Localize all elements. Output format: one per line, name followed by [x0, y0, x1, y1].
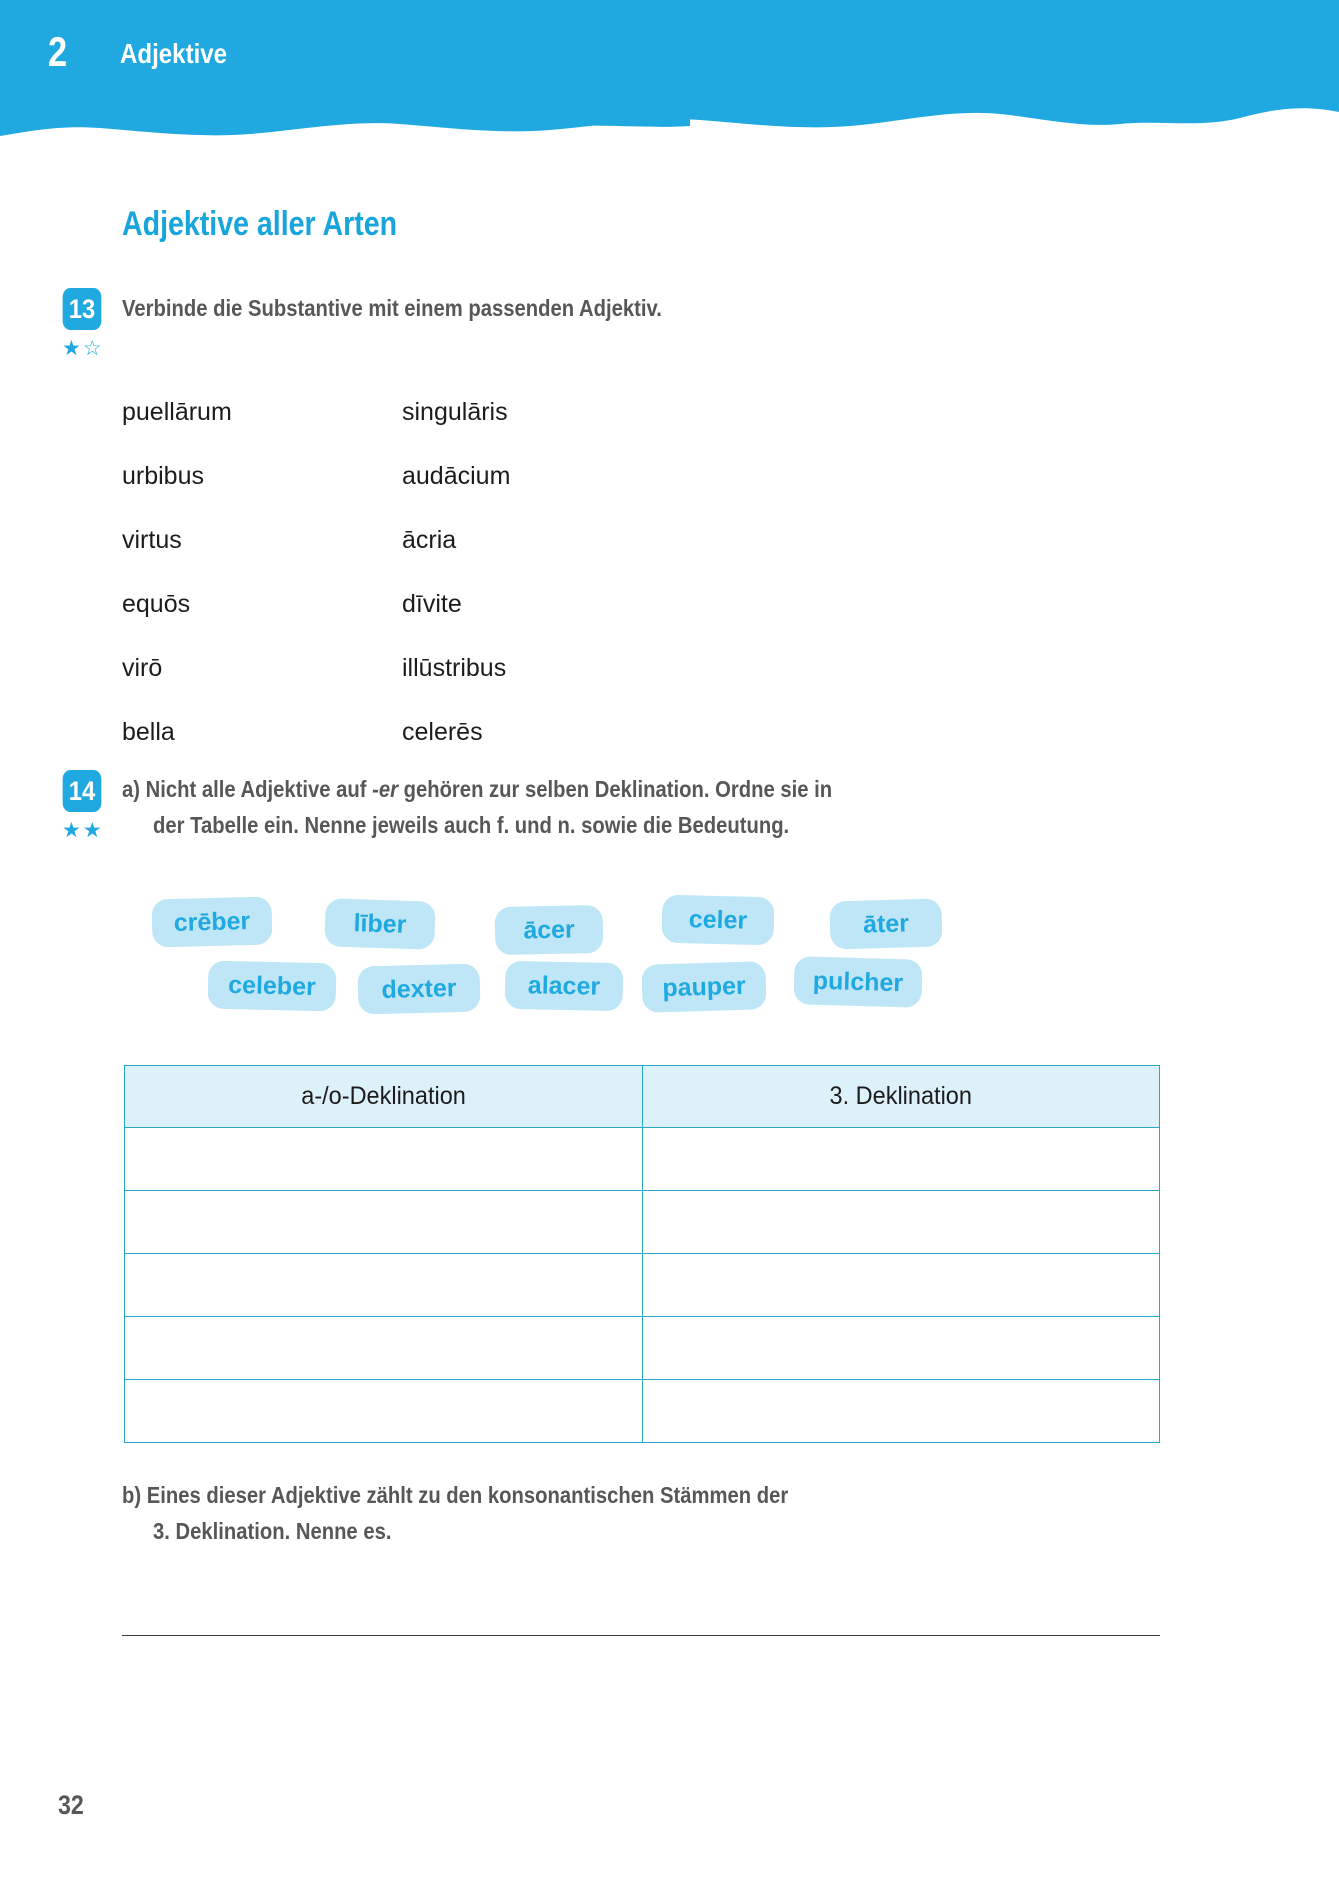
- adjective-word[interactable]: dīvite: [402, 589, 462, 618]
- word-pair-row: [122, 444, 722, 508]
- declension-table: [124, 1065, 1160, 1443]
- table-row: [125, 1128, 1160, 1191]
- exercise-14a-instruction-line2: der Tabelle ein. Nenne jeweils auch f. und n. sowie die Bedeutung.: [153, 812, 790, 838]
- header-band: [0, 0, 1339, 150]
- page-number: 32: [58, 1790, 84, 1820]
- exercise-14a-instruction-line1: [122, 772, 832, 807]
- section-title: Adjektive aller Arten: [122, 205, 398, 243]
- noun-word[interactable]: virō: [122, 653, 163, 682]
- chapter-number: 2: [48, 28, 67, 75]
- word-pair-row: [122, 380, 722, 444]
- answer-cell[interactable]: [125, 1380, 643, 1443]
- answer-cell[interactable]: [125, 1254, 643, 1317]
- exercise-14b-instruction-line2: 3. Deklination. Nenne es.: [153, 1518, 392, 1544]
- word-pair-row: [122, 572, 722, 636]
- word-bubble[interactable]: āter: [829, 898, 942, 949]
- adjective-word[interactable]: illūstribus: [402, 653, 507, 682]
- table-header-label: 3. Deklination: [829, 1082, 972, 1110]
- exercise-13-word-pairs: [122, 380, 722, 764]
- table-row: [125, 1254, 1160, 1317]
- answer-cell[interactable]: [125, 1317, 643, 1380]
- table-header-row: [125, 1066, 1160, 1128]
- word-pair-row: [122, 508, 722, 572]
- answer-cell[interactable]: [642, 1380, 1160, 1443]
- answer-cell[interactable]: [642, 1317, 1160, 1380]
- noun-word[interactable]: puellārum: [122, 397, 232, 426]
- table-row: [125, 1317, 1160, 1380]
- word-bubble[interactable]: alacer: [505, 961, 624, 1011]
- answer-cell[interactable]: [642, 1191, 1160, 1254]
- answer-cell[interactable]: [642, 1254, 1160, 1317]
- footer-divider: [122, 1635, 1160, 1636]
- exercise-13-badge: [63, 288, 102, 330]
- adjective-word[interactable]: ācria: [402, 525, 457, 554]
- word-bubble[interactable]: dexter: [357, 963, 480, 1014]
- word-bubble[interactable]: celer: [661, 895, 774, 946]
- table-header-cell-third-declension: [642, 1066, 1160, 1128]
- exercise-14-number: 14: [68, 775, 96, 806]
- word-bubble[interactable]: ācer: [495, 905, 604, 955]
- word-bubble[interactable]: pulcher: [793, 956, 922, 1008]
- adjective-word[interactable]: audācium: [402, 461, 511, 490]
- exercise-13-instruction: Verbinde die Substantive mit einem passenden Adjektiv.: [122, 295, 662, 321]
- answer-cell[interactable]: [125, 1128, 643, 1191]
- instruction-emphasis-er: -er: [372, 776, 398, 802]
- chapter-title: Adjektive: [120, 38, 228, 69]
- table-row: [125, 1380, 1160, 1443]
- word-bubble[interactable]: celeber: [207, 960, 336, 1011]
- table-header-cell-ao-declension: [125, 1066, 643, 1128]
- table-row: [125, 1191, 1160, 1254]
- word-bubble[interactable]: pauper: [641, 961, 766, 1013]
- noun-word[interactable]: equōs: [122, 589, 191, 618]
- exercise-13-number: 13: [68, 293, 96, 324]
- exercise-14-difficulty-stars: ★★: [62, 819, 104, 842]
- header-brush-shape: [0, 0, 1339, 150]
- instruction-text-pre: a) Nicht alle Adjektive auf: [122, 776, 373, 802]
- word-pair-row: [122, 636, 722, 700]
- table-header-label: a-/o-Deklination: [300, 1082, 466, 1110]
- answer-cell[interactable]: [642, 1128, 1160, 1191]
- noun-word[interactable]: bella: [122, 717, 175, 746]
- adjective-word[interactable]: celerēs: [402, 717, 483, 746]
- noun-word[interactable]: virtus: [122, 525, 182, 554]
- exercise-14b-instruction-line1: b) Eines dieser Adjektive zählt zu den konsonantischen Stämmen der: [122, 1482, 789, 1508]
- word-bubble[interactable]: līber: [324, 898, 435, 949]
- answer-cell[interactable]: [125, 1191, 643, 1254]
- instruction-text-post: gehören zur selben Deklination. Ordne sie in: [397, 776, 833, 802]
- adjective-word[interactable]: singulāris: [402, 397, 508, 426]
- exercise-13-difficulty-stars: ★☆: [62, 337, 104, 360]
- noun-word[interactable]: urbibus: [122, 461, 204, 490]
- word-pair-row: [122, 700, 722, 764]
- exercise-14-badge: [63, 770, 102, 812]
- word-bubble[interactable]: crēber: [151, 896, 272, 947]
